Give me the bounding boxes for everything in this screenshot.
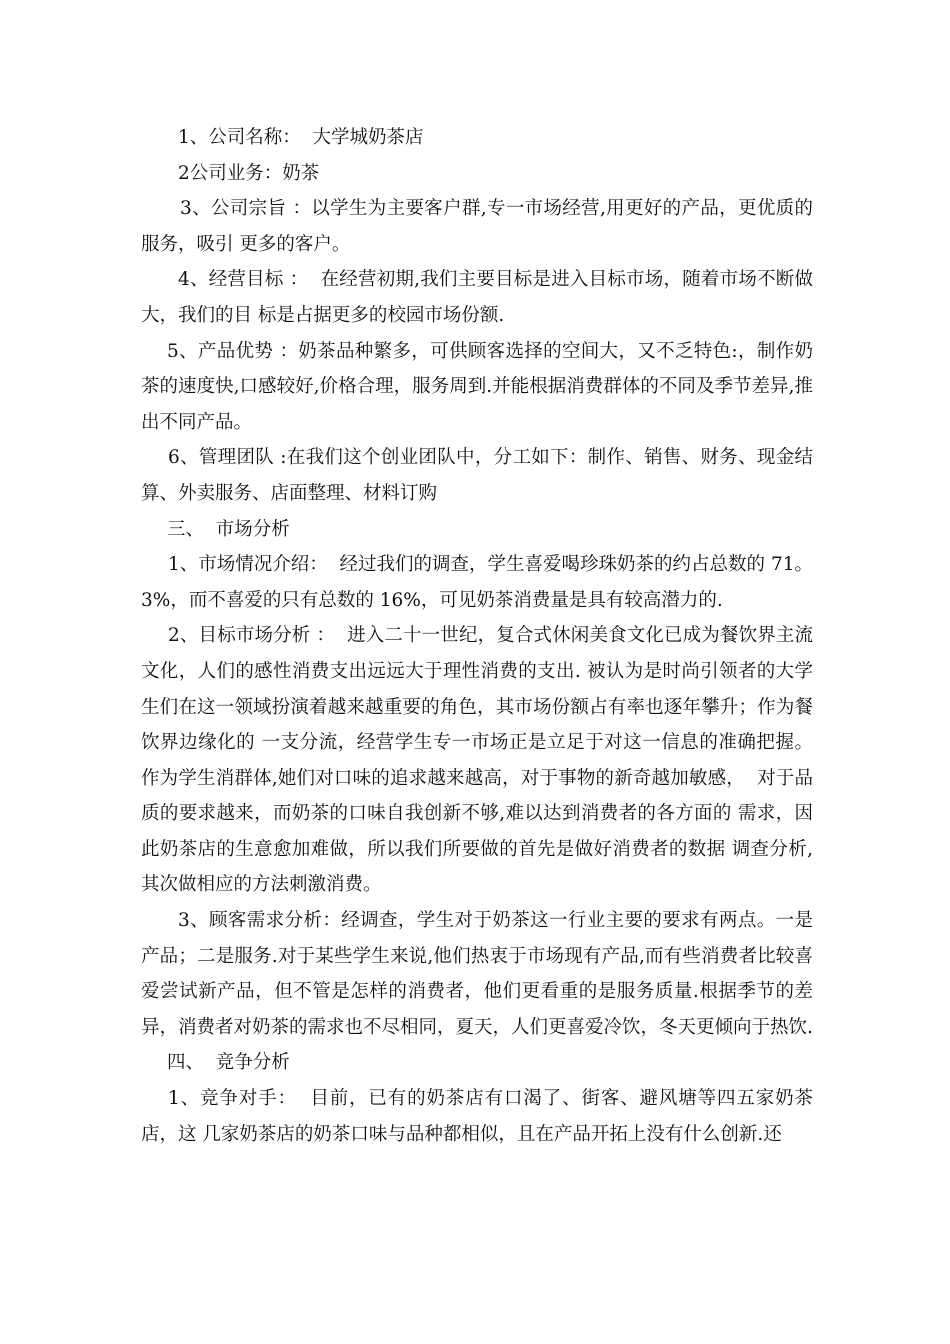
paragraph-company-name: 1、公司名称： 大学城奶茶店 [178,127,424,148]
paragraph-management-team: 6、管理团队 :在我们这个创业团队中，分工如下：制作、销售、财务、现金结算、外卖服务、店面整理、材料订购 [141,447,813,504]
paragraph-company-business: 2公司业务：奶茶 [178,162,320,184]
paragraph-product-advantage: 5、产品优势 ：奶茶品种繁多，可供顾客选择的空间大，又不乏特色:，制作奶茶的速度快,口感较好,价格合理，服务周到.并能根据消费群体的不同及季节差异,推出不同产品。 [141,340,813,433]
paragraph-market-overview: 1、市场情况介绍： 经过我们的调查，学生喜爱喝珍珠奶茶的约占总数的 71。3%，而不喜爱的只有总数的 16%，可见奶茶消费量是具有较高潜力的. [141,554,813,611]
document-page [141,120,819,1152]
paragraph-company-purpose: 3、公司宗旨 ：以学生为主要客户群,专一市场经营,用更好的产品，更优质的服务，吸引 更多的客户。 [141,198,813,255]
paragraph-customer-needs: 3、顾客需求分析：经调查，学生对于奶茶这一行业主要的要求有两点。一是产品；二是服务.对于某些学生来说,他们热衷于市场现有产品,而有些消费者比较喜爱尝试新产品，但不管是怎样的消费者，他们更看重的是服务质量.根据季节的差异，消费者对奶茶的需求也不尽相同，夏天，人们更喜爱冷饮，冬天更倾向于热饮. [141,910,813,1038]
section-heading-market-analysis: 三、 市场分析 [167,518,290,540]
paragraph-competitors: 1、竞争对手： 目前，已有的奶茶店有口渴了、街客、避风塘等四五家奶茶店，这 几家奶茶店的奶茶口味与品种都相似，且在产品开拓上没有什么创新.还 [141,1088,813,1145]
paragraph-business-goal: 4、经营目标 ： 在经营初期,我们主要目标是进入目标市场，随着市场不断做大，我们的目 标是占据更多的校园市场份额. [141,269,813,326]
paragraph-target-market: 2、目标市场分析 ： 进入二十一世纪，复合式休闲美食文化已成为餐饮界主流文化，人们的感性消费支出远远大于理性消费的支出. 被认为是时尚引领者的大学生们在这一领域扮演着越来越重要的角色，其市场份额占有率也逐年攀升；作为餐饮界边缘化的 一支分流，经营学生专一市场正是立足于对这一信息的准确把握。 作为学生消群体,她们对口味的追求越来越高，对于事物的新奇越加敏感， 对于品质的要求越来，而奶茶的口味自我创新不够,难以达到消费者的各方面的 需求，因此奶茶店的生意愈加难做，所以我们所要做的首先是做好消费者的数据 调查分析,其次做相应的方法刺激消费。 [141,625,819,896]
section-heading-competition-analysis: 四、 竞争分析 [167,1052,290,1074]
